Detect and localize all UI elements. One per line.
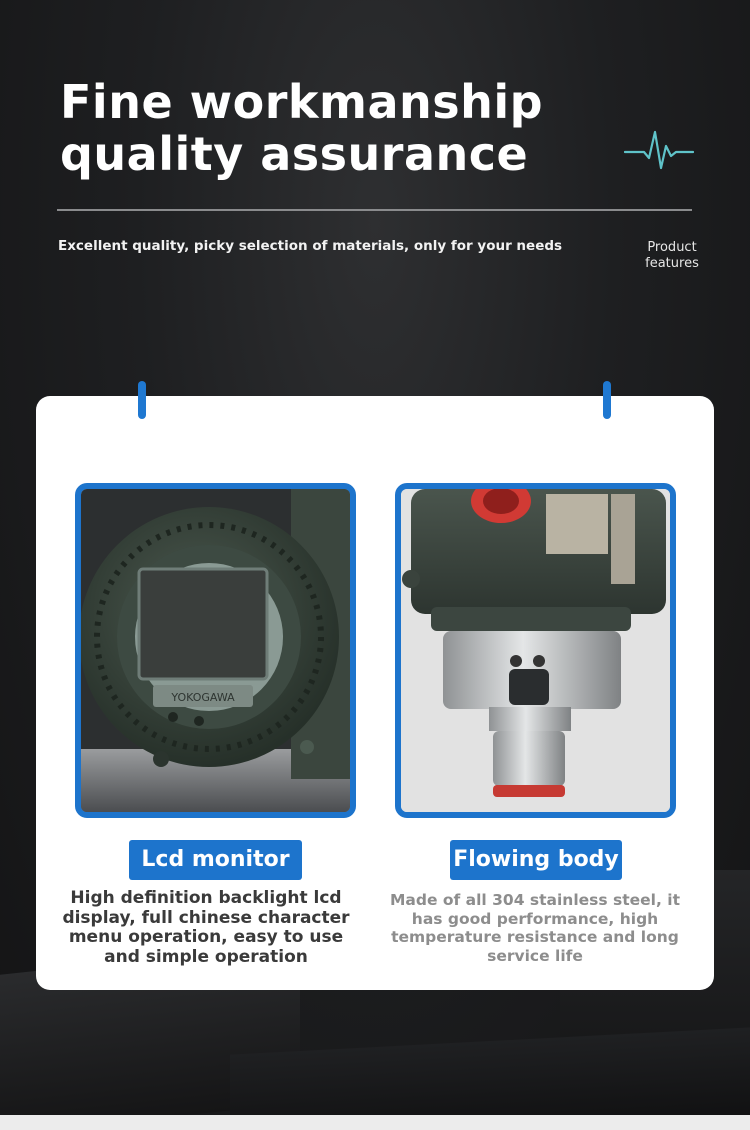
header-divider xyxy=(57,209,692,211)
product-features-label-line-1: Product xyxy=(647,240,697,255)
photo-brand-text-left: YOKOGAWA xyxy=(171,691,235,704)
page-title-line-1: Fine workmanship xyxy=(60,75,544,129)
card-pin-left xyxy=(138,381,146,419)
feature-title-lcd-monitor: Lcd monitor xyxy=(129,840,302,880)
flowing-body-photo xyxy=(395,483,676,818)
feature-title-flowing-body: Flowing body xyxy=(450,840,622,880)
background-block-bottom xyxy=(230,1025,750,1115)
product-features-label-line-2: features xyxy=(645,256,699,271)
heartbeat-line-icon xyxy=(624,128,694,172)
footer-strip xyxy=(0,1115,750,1130)
card-pin-right xyxy=(603,381,611,419)
page-title xyxy=(60,76,580,180)
page-title-line-2: quality assurance xyxy=(60,127,529,181)
feature-description-lcd-monitor: High definition backlight lcd display, full chinese character menu operation, easy to use and simple operation xyxy=(62,888,350,967)
lcd-monitor-photo xyxy=(75,483,356,818)
feature-description-flowing-body: Made of all 304 stainless steel, it has good performance, high temperature resistance and long service life xyxy=(389,891,680,965)
tagline: Excellent quality, picky selection of materials, only for your needs xyxy=(58,238,563,254)
product-features-label xyxy=(632,240,712,272)
